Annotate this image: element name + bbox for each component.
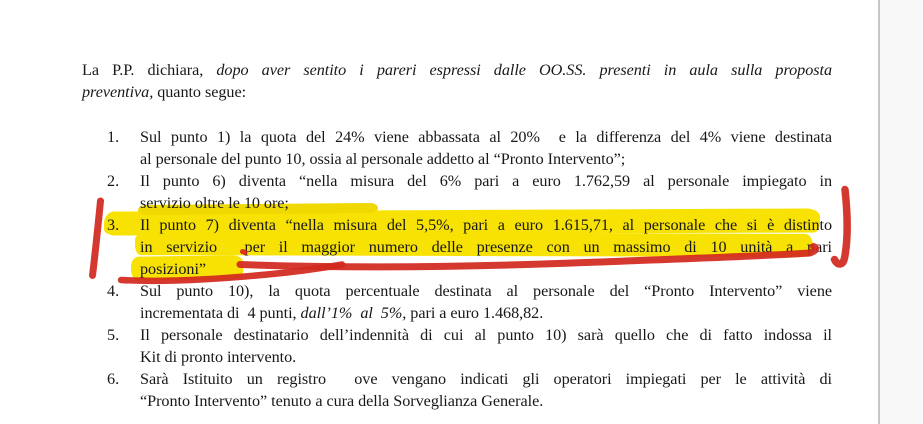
text-line — [140, 324, 832, 346]
text-line — [82, 81, 832, 103]
text-line — [140, 302, 832, 324]
red-right-bracket-stroke — [835, 190, 848, 265]
text-segment: Il personale destinatario dell’indennità di cui al punto 10) sarà quello che di fatto indossa il — [140, 326, 832, 344]
text-line — [140, 214, 832, 236]
page-edge-strip — [880, 0, 923, 424]
list-item-text — [140, 324, 832, 368]
text-segment: in servizio per il maggior numero delle presenze con un massimo di 10 unità a pari — [140, 238, 832, 256]
numbered-list — [107, 126, 832, 412]
italic-text-segment: dall’1% al 5%, — [300, 304, 407, 322]
text-line — [140, 368, 832, 390]
text-segment: Il punto 6) diventa “nella misura del 6% pari a euro 1.762,59 al personale impiegato in — [140, 172, 832, 190]
list-item-number: 3. — [107, 216, 120, 234]
list-item-number: 5. — [107, 326, 120, 344]
text-line — [140, 148, 832, 170]
text-segment: quanto segue: — [153, 83, 247, 101]
text-line — [140, 236, 832, 258]
list-item — [107, 126, 832, 170]
list-item-text — [140, 280, 832, 324]
list-item-text — [140, 368, 832, 412]
text-line — [140, 126, 832, 148]
text-line — [140, 192, 832, 214]
text-segment: incrementata di 4 punti, — [140, 304, 301, 322]
list-item-highlighted — [107, 214, 832, 280]
list-item-number: 1. — [107, 128, 120, 146]
text-segment: servizio oltre le 10 ore; — [140, 194, 289, 212]
text-line — [140, 390, 832, 412]
list-item — [107, 170, 832, 214]
red-left-vertical-stroke — [93, 201, 101, 276]
italic-text-segment: preventiva, — [82, 83, 154, 101]
text-line — [140, 258, 832, 280]
text-segment: Sul punto 1) la quota del 24% viene abbassata al 20% e la differenza del 4% viene destinata — [140, 128, 832, 146]
italic-text-segment: dopo aver sentito i pareri espressi dalle OO.SS. presenti in aula sulla proposta — [216, 61, 832, 79]
list-item — [107, 324, 832, 368]
list-item-number: 2. — [107, 172, 120, 190]
text-line — [140, 346, 832, 368]
list-item-text — [140, 170, 832, 214]
text-segment: Sarà Istituito un registro ove vengano indicati gli operatori impiegati per le attività di — [140, 370, 832, 388]
list-item-text — [140, 214, 832, 280]
text-segment: Il punto 7) diventa “nella misura del 5,5%, pari a euro 1.615,71, al personale che si è distinto — [140, 216, 832, 234]
text-segment: pari a euro 1.468,82. — [406, 304, 544, 322]
list-item-text — [140, 126, 832, 170]
text-line — [140, 170, 832, 192]
text-segment: “Pronto Intervento” tenuto a cura della Sorveglianza Generale. — [140, 392, 544, 410]
intro-paragraph — [82, 59, 832, 103]
text-segment: posizioni” — [140, 260, 207, 278]
text-segment: Kit di pronto intervento. — [140, 348, 297, 366]
text-segment: al personale del punto 10, ossia al personale addetto al “Pronto Intervento”; — [140, 150, 626, 168]
list-item-number: 6. — [107, 370, 120, 388]
page-edge-line — [878, 0, 880, 424]
text-segment: Sul punto 10), la quota percentuale destinata al personale del “Pronto Intervento” viene — [140, 282, 832, 300]
text-line — [82, 59, 832, 81]
text-segment: La P.P. dichiara, — [82, 61, 217, 79]
list-item-number: 4. — [107, 282, 120, 300]
text-line — [140, 280, 832, 302]
list-item — [107, 280, 832, 324]
list-item — [107, 368, 832, 412]
